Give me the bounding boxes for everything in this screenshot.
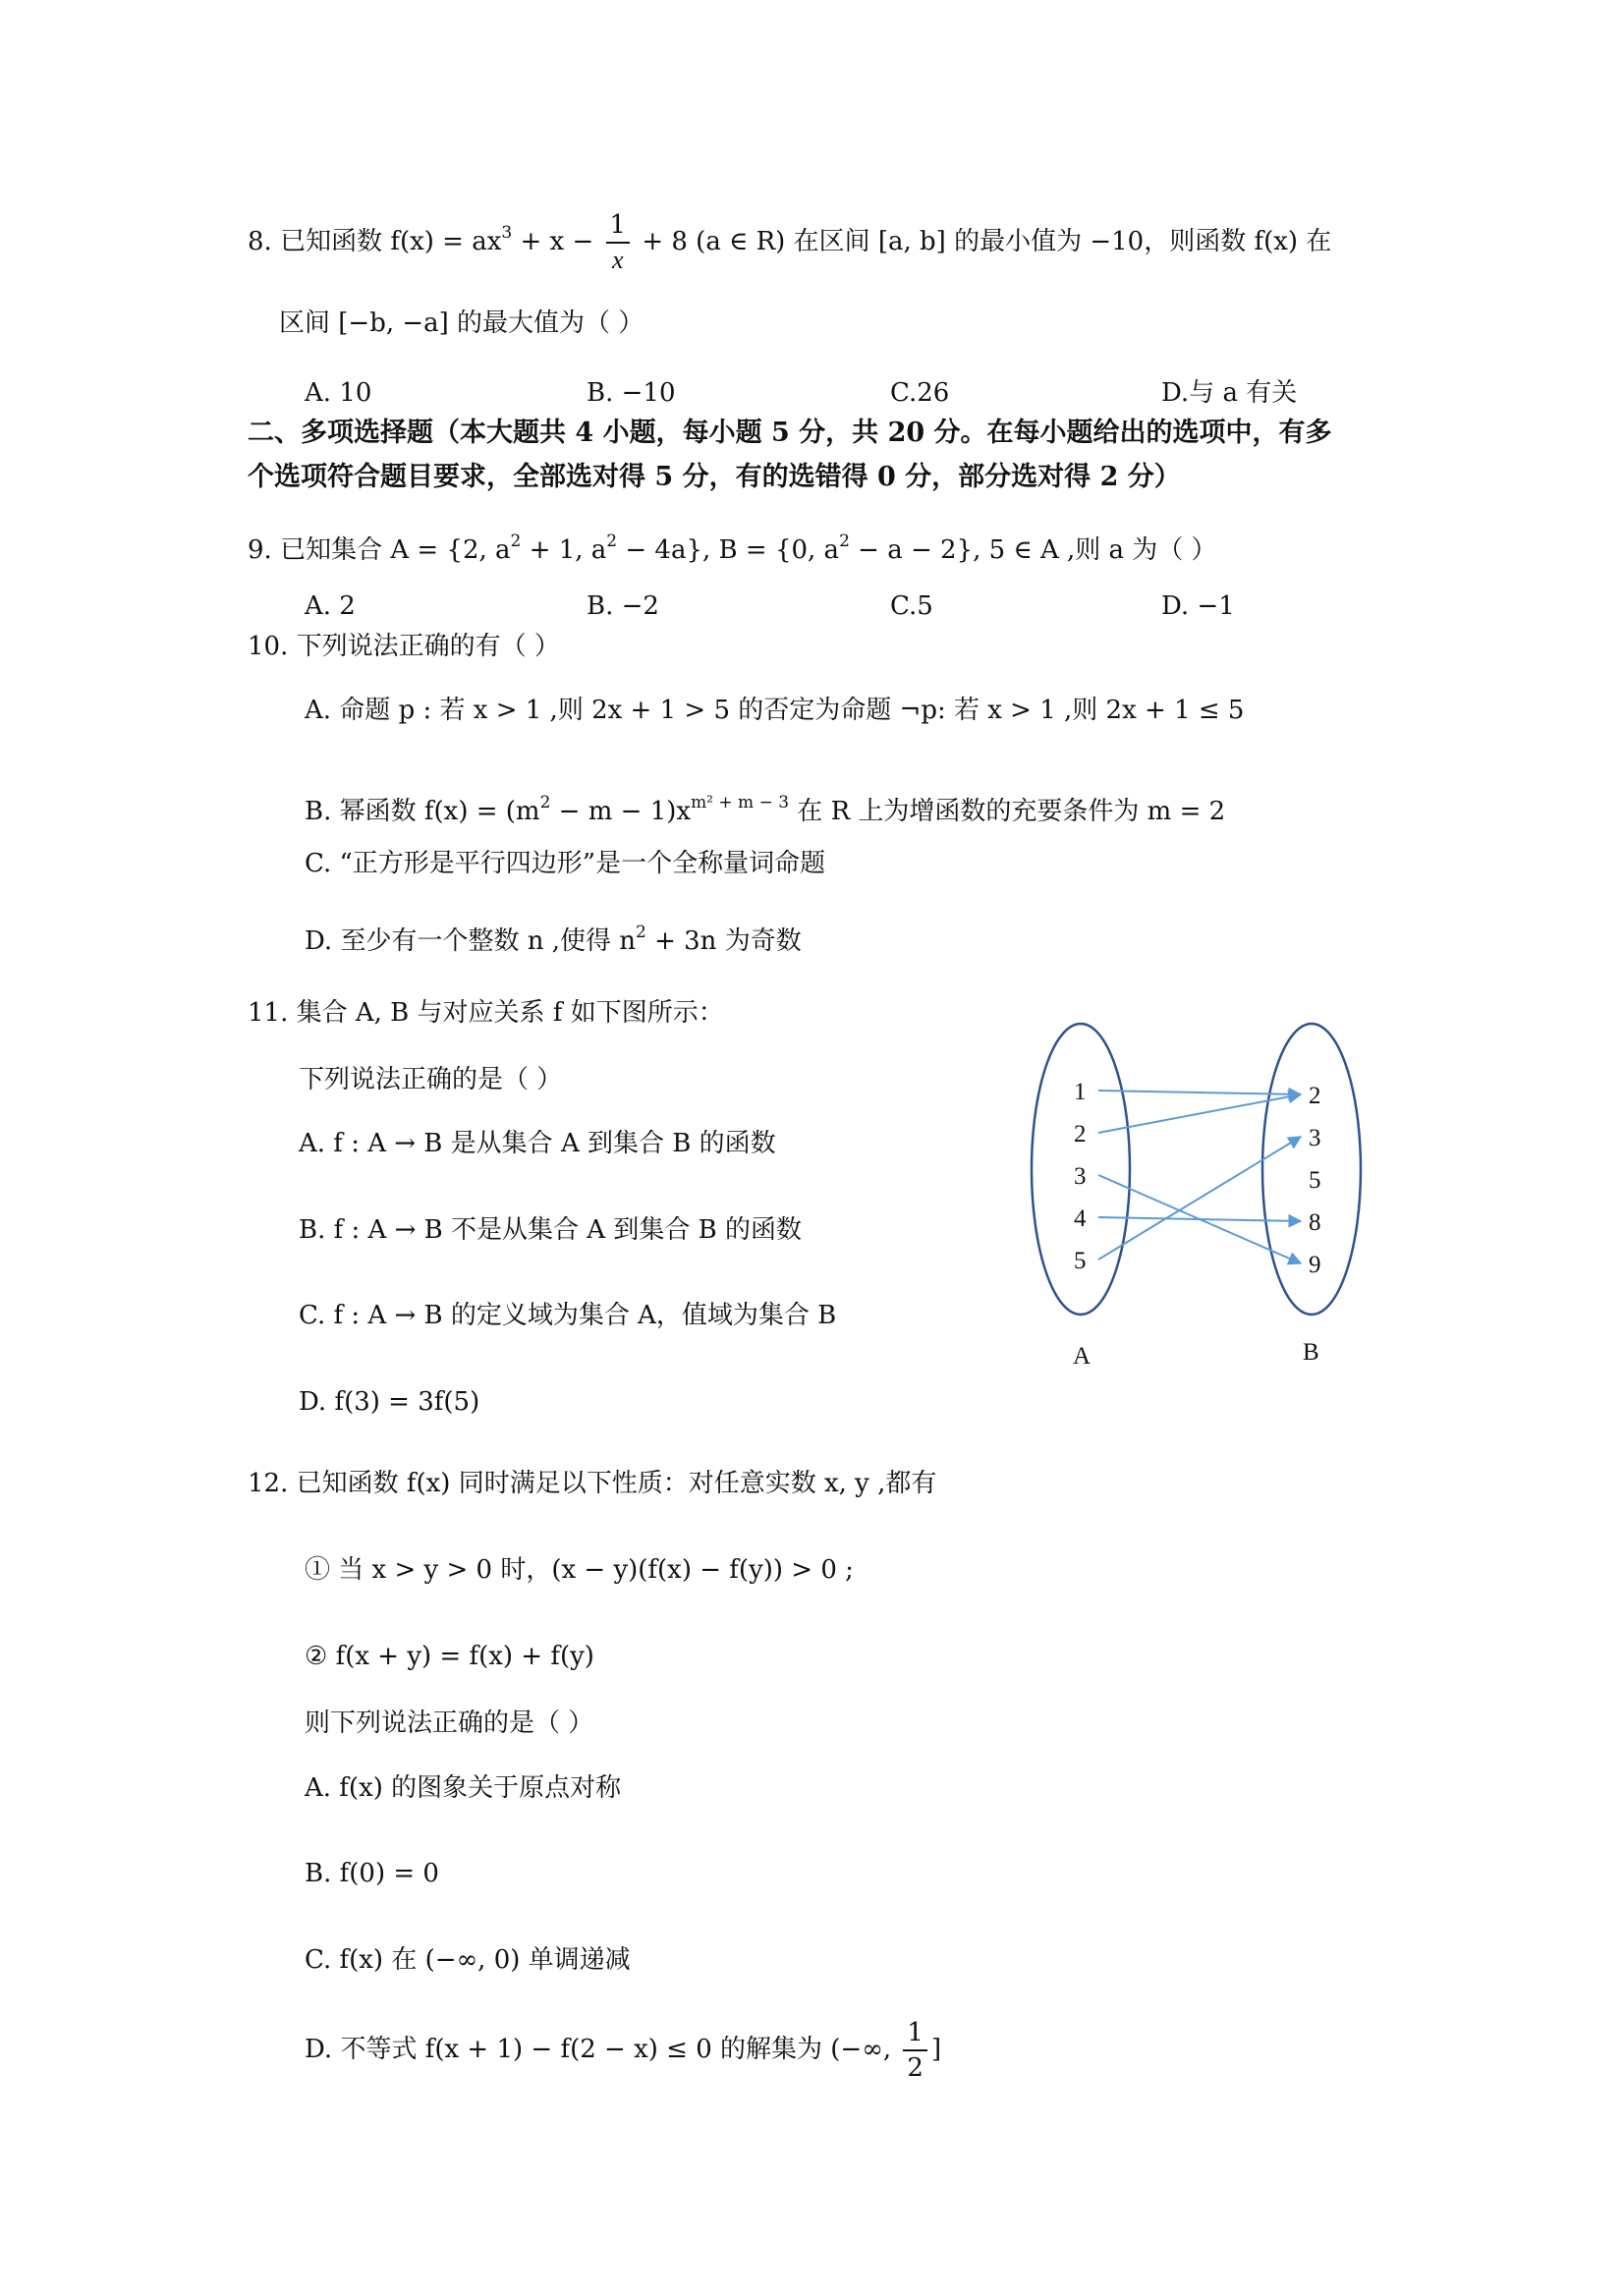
q11-option-c: C. f : A → B 的定义域为集合 A，值域为集合 B	[299, 1301, 837, 1330]
mapping-arrow	[1098, 1094, 1301, 1133]
q11-option-b: B. f : A → B 不是从集合 A 到集合 B 的函数	[299, 1215, 802, 1245]
set-b-element: 8	[1309, 1209, 1321, 1236]
q8-option-b: B. −10	[587, 378, 676, 408]
q8-option-d: D.与 a 有关	[1161, 378, 1298, 408]
set-a-element: 5	[1074, 1248, 1087, 1274]
q10-option-d: D. 至少有一个整数 n ,使得 $n^2 + 3n$ 为奇数	[305, 923, 802, 956]
q12-stem: 12. 已知函数 f(x) 同时满足以下性质：对任意实数 x, y ,都有	[248, 1469, 937, 1498]
q8-option-c: C.26	[890, 378, 950, 408]
q12-property-2: ② f(x + y) = f(x) + f(y)	[305, 1642, 594, 1671]
set-a-label: A	[1073, 1343, 1091, 1370]
q8-stem-part3: + 8 (a ∈ R) 在区间 [a, b] 的最小值为 −10，则函数 f(x) 在	[642, 227, 1332, 256]
q9-option-c: C.5	[890, 591, 933, 621]
q12-option-b: B. f(0) = 0	[305, 1859, 439, 1888]
q8-fraction: $\frac{1}{x}$	[606, 208, 631, 277]
q9-option-a: A. 2	[305, 591, 356, 621]
q10-stem: 10. 下列说法正确的有（ ）	[248, 632, 560, 661]
q8-stem-part2: + x −	[512, 227, 594, 256]
set-a-elements	[1074, 1079, 1087, 1274]
q12-subprompt: 则下列说法正确的是（ ）	[305, 1708, 594, 1738]
q8-line2: 区间 [−b, −a] 的最大值为（ ）	[279, 308, 644, 338]
set-b-element: 9	[1309, 1252, 1321, 1278]
q9-option-b: B. −2	[587, 591, 659, 621]
set-b-element: 2	[1309, 1083, 1321, 1109]
set-b-label: B	[1303, 1339, 1319, 1366]
q9-option-d: D. −1	[1161, 591, 1235, 621]
q9-stem: 9. 已知集合 A = {2, $a^2 + 1$, $a^2 - 4a$}, B = {0, $a^2 - a - 2$}, 5 ∈ A ,则 a 为（ ）	[248, 532, 1217, 565]
mapping-arrow	[1098, 1217, 1301, 1221]
section2-heading-line1: 二、多项选择题（本大题共 4 小题，每小题 5 分，共 20 分。在每小题给出的选项中，有多	[248, 418, 1332, 448]
q12-option-a: A. f(x) 的图象关于原点对称	[305, 1773, 622, 1803]
q12-option-c: C. f(x) 在 (−∞, 0) 单调递减	[305, 1945, 631, 1975]
set-b-element: 5	[1309, 1167, 1321, 1194]
set-b-elements	[1309, 1083, 1321, 1278]
set-a-element: 2	[1074, 1121, 1087, 1148]
q10-option-a: A. 命题 p : 若 x > 1 ,则 2x + 1 > 5 的否定为命题 ¬p: 若 x > 1 ,则 2x + 1 ≤ 5	[305, 696, 1245, 725]
q11-subprompt: 下列说法正确的是（ ）	[299, 1065, 563, 1094]
q12-property-1: ① 当 x > y > 0 时，(x − y)(f(x) − f(y)) > 0 ;	[305, 1555, 854, 1585]
set-a-element: 4	[1074, 1205, 1087, 1232]
q12-option-d-fraction: $\frac{1}{2}$	[903, 2016, 927, 2085]
section2-heading-line2: 个选项符合题目要求，全部选对得 5 分，有的选错得 0 分，部分选对得 2 分）	[248, 462, 1181, 492]
q11-option-d: D. f(3) = 3f(5)	[299, 1387, 480, 1417]
set-b-element: 3	[1309, 1125, 1321, 1151]
q12-option-d: D. 不等式 f(x + 1) − f(2 − x) ≤ 0 的解集为 (−∞, $\frac{1}{2}$ ]	[305, 2018, 942, 2083]
q8-exponent: 3	[501, 223, 513, 243]
q8-line1	[248, 208, 1331, 277]
q11-stem: 11. 集合 A, B 与对应关系 f 如下图所示：	[248, 998, 724, 1028]
set-a-element: 1	[1074, 1079, 1087, 1105]
q8-option-a: A. 10	[305, 378, 372, 408]
q11-option-a: A. f : A → B 是从集合 A 到集合 B 的函数	[299, 1129, 776, 1158]
mapping-diagram	[1012, 1022, 1405, 1375]
set-a-element: 3	[1074, 1163, 1087, 1190]
q8-stem-part1: 8. 已知函数 f(x) = ax	[248, 227, 502, 256]
q10-option-b: B. 幂函数 $f(x) = (m^2 - m - 1)x^{m^2 + m - 3}$ 在 R 上为增函数的充要条件为 m = 2	[305, 793, 1226, 826]
q10-option-c: C. “正方形是平行四边形”是一个全称量词命题	[305, 849, 826, 878]
